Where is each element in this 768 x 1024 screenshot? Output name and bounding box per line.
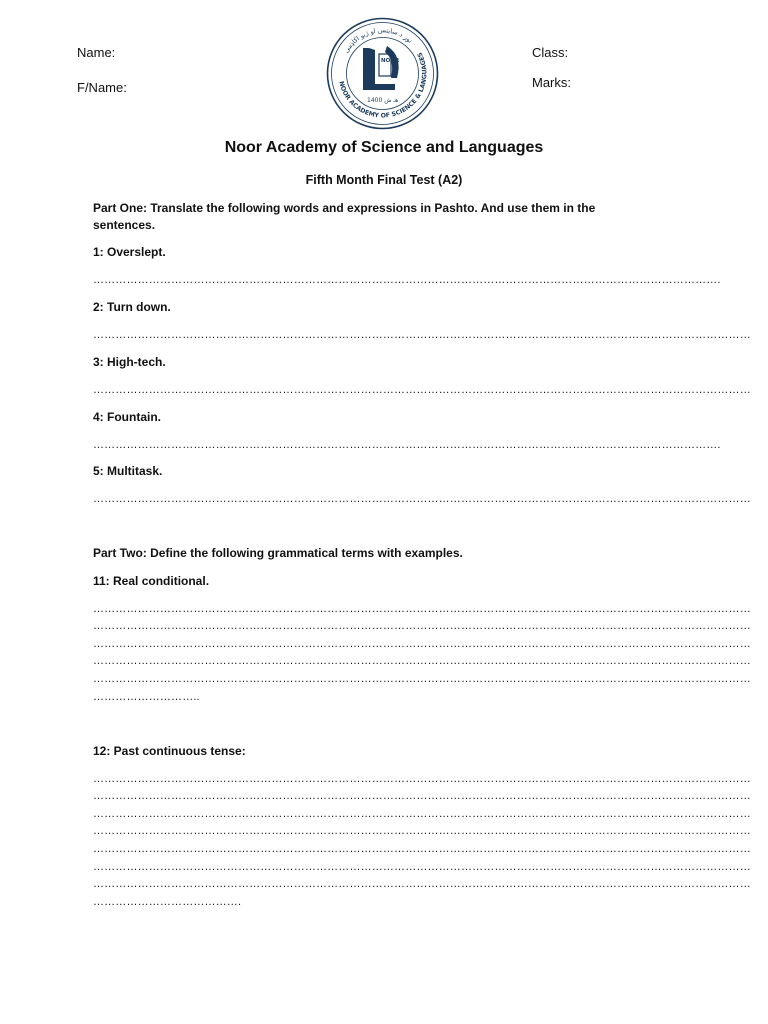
part-two-instruction: Part Two: Define the following grammatical terms with examples. [93, 546, 463, 560]
marks-label: Marks: [532, 75, 571, 90]
answer-line-11-5: …………………………………………………………………………………………………………………………………………………………… [93, 673, 751, 685]
answer-line-12-4: …………………………………………………………………………………………………………………………………………………………… [93, 825, 751, 837]
name-label: Name: [77, 45, 116, 60]
logo-year-text: 1400 هـ ش [367, 97, 399, 104]
question-2: 2: Turn down. [93, 300, 171, 314]
answer-line-11-3: …………………………………………………………………………………………………………………………………………………………… [93, 638, 751, 650]
question-4: 4: Fountain. [93, 410, 161, 424]
question-11: 11: Real conditional. [93, 574, 210, 588]
noor-academy-seal-icon [325, 16, 440, 131]
question-3: 3: High-tech. [93, 355, 166, 369]
answer-line-11-1: …………………………………………………………………………………………………………………………………………………………… [93, 603, 751, 615]
part-one-instruction: Part One: Translate the following words and expressions in Pashto. And use them in the sentences. [93, 201, 596, 232]
answer-line-2: …………………………………………………………………………………………………………………………………………………………… [93, 329, 751, 341]
answer-line-11-4: …………………………………………………………………………………………………………………………………………………………… [93, 655, 751, 667]
answer-line-11-6: ……………………….. [93, 691, 200, 703]
answer-line-11-2: …………………………………………………………………………………………………………………………………………………………… [93, 620, 751, 632]
answer-line-12-6: …………………………………………………………………………………………………………………………………………………………… [93, 861, 751, 873]
answer-line-12-8: …………………………………. [93, 896, 242, 908]
question-12: 12: Past continuous tense: [93, 744, 246, 758]
answer-line-5: …………………………………………………………………………………………………………………………………………………………… [93, 493, 751, 505]
logo-arabic-text: نور د ساینس او ژبو اکاډمی [342, 26, 414, 55]
class-label: Class: [532, 45, 569, 60]
answer-line-12-7: …………………………………………………………………………………………………………………………………………………………… [93, 878, 751, 890]
answer-line-12-1: …………………………………………………………………………………………………………………………………………………………… [93, 773, 751, 785]
answer-line-1: ……………………………………………………………………………………………………………………………………………………. [93, 274, 721, 286]
page-title: Noor Academy of Science and Languages [224, 139, 544, 156]
answer-line-4: ……………………………………………………………………………………………………………………………………………………. [93, 439, 721, 451]
fname-label: F/Name: [77, 80, 127, 95]
logo-ring-text: NOOR ACADEMY OF SCIENCE & LANGUAGES [337, 50, 429, 120]
question-5: 5: Multitask. [93, 464, 163, 478]
answer-line-12-5: …………………………………………………………………………………………………………………………………………………………… [93, 843, 751, 855]
test-subtitle: Fifth Month Final Test (A2) [305, 173, 463, 187]
logo-inner-text: NOOR [381, 58, 400, 64]
answer-line-12-2: …………………………………………………………………………………………………………………………………………………………… [93, 790, 751, 802]
answer-line-3: …………………………………………………………………………………………………………………………………………………………… [93, 384, 751, 396]
answer-line-12-3: …………………………………………………………………………………………………………………………………………………………… [93, 808, 751, 820]
question-1: 1: Overslept. [93, 245, 166, 259]
